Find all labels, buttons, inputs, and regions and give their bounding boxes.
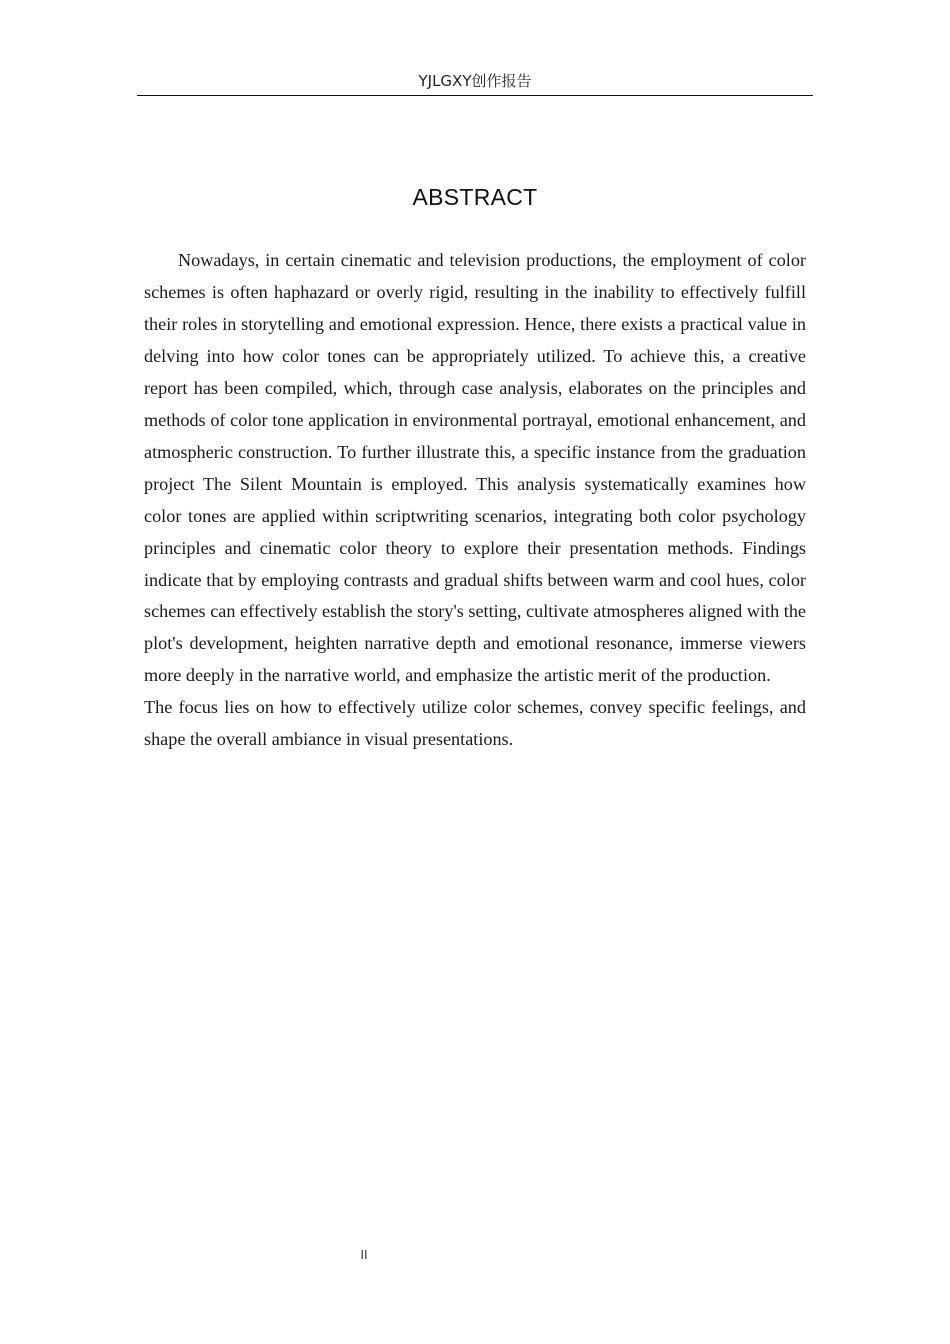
- header-divider: [137, 95, 813, 96]
- running-header: YJLGXY创作报告: [418, 72, 532, 90]
- page-number: II: [360, 1248, 368, 1262]
- abstract-paragraph-1: Nowadays, in certain cinematic and television productions, the employment of color schemes is often haphazard or overly rigid, resulting in the inability to effectively fulfill their roles in storytelling and emotional expression. Hence, there exists a practical value in delving into how color tones can be appropriately utilized. To achieve this, a creative report has been compiled, which, through case analysis, elaborates on the principles and methods of color tone application in environmental portrayal, emotional enhancement, and atmospheric construction. To further illustrate this, a specific instance from the graduation project The Silent Mountain is employed. This analysis systematically examines how color tones are applied within scriptwriting scenarios, integrating both color psychology principles and cinematic color theory to explore their presentation methods. Findings indicate that by employing contrasts and gradual shifts between warm and cool hues, color schemes can effectively establish the story's setting, cultivate atmospheres aligned with the plot's development, heighten narrative depth and emotional resonance, immerse viewers more deeply in the narrative world, and emphasize the artistic merit of the production.: [144, 250, 806, 686]
- abstract-paragraph-2: The focus lies on how to effectively utilize color schemes, convey specific feelings, and shape the overall ambiance in visual presentations.: [144, 697, 806, 750]
- abstract-body: [144, 245, 806, 756]
- abstract-title: ABSTRACT: [412, 184, 538, 210]
